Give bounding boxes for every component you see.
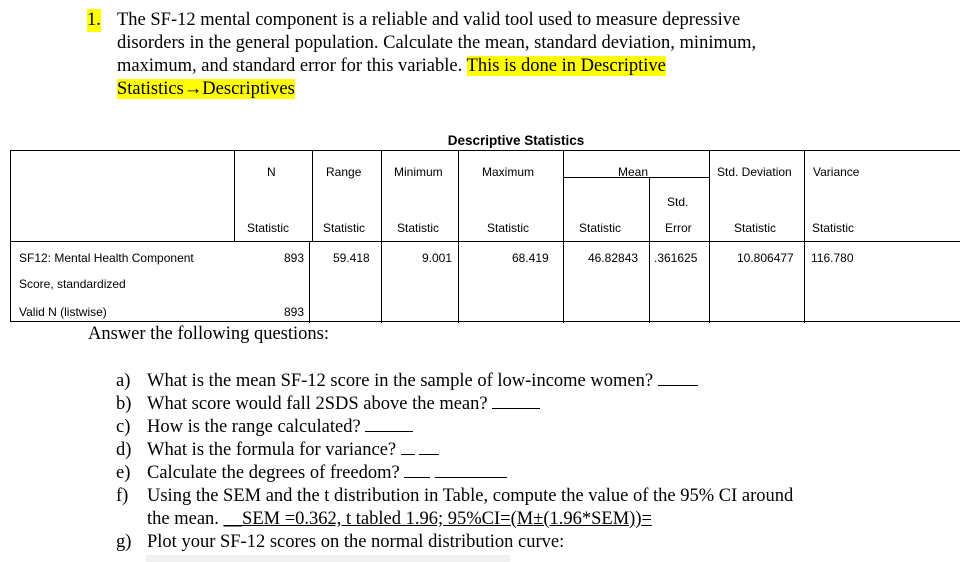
grid-line xyxy=(709,241,710,323)
subheader-statistic: Statistic xyxy=(397,221,440,235)
header-mean: Mean xyxy=(618,165,649,179)
list-item xyxy=(116,462,916,485)
cell-variance: 116.780 xyxy=(811,251,854,265)
item-label: a) xyxy=(116,371,131,391)
row-label-valid-n: Valid N (listwise) xyxy=(19,305,107,319)
grid-line xyxy=(709,151,710,241)
question-line-3 xyxy=(117,55,907,78)
grid-line xyxy=(649,241,650,323)
header-minimum: Minimum xyxy=(394,165,443,179)
image-placeholder-edge xyxy=(146,555,510,562)
header-std: Std. xyxy=(667,195,689,209)
question-list xyxy=(116,370,916,554)
grid-line xyxy=(11,241,960,242)
cell-minimum: 9.001 xyxy=(422,251,453,265)
header-std-deviation: Std. Deviation xyxy=(717,165,792,179)
subheader-statistic: Statistic xyxy=(812,221,855,235)
descriptive-statistics-table xyxy=(10,150,960,322)
subheader-statistic: Statistic xyxy=(247,221,290,235)
list-item xyxy=(116,370,916,393)
ci-formula-answer: __SEM =0.362, t tabled 1.96; 95%CI=(M±(1.96*SEM))= xyxy=(223,509,652,529)
subheader-statistic: Statistic xyxy=(579,221,622,235)
grid-line xyxy=(804,151,805,241)
answer-blank xyxy=(419,439,439,455)
item-label: f) xyxy=(116,486,129,506)
item-label: e) xyxy=(116,463,131,483)
grid-line xyxy=(563,241,564,323)
subheader-statistic: Statistic xyxy=(734,221,777,235)
grid-line xyxy=(309,241,310,323)
item-label: b) xyxy=(116,394,132,414)
item-text: Calculate the degrees of freedom? xyxy=(147,463,405,483)
subheader-statistic: Statistic xyxy=(487,221,530,235)
item-text-continued: the mean. xyxy=(147,509,224,529)
cell-mean-std-error: .361625 xyxy=(654,251,698,265)
table-title: Descriptive Statistics xyxy=(447,133,585,148)
grid-line xyxy=(458,151,459,241)
subheader-statistic: Statistic xyxy=(323,221,366,235)
answer-blank xyxy=(492,393,540,409)
list-item xyxy=(116,439,916,462)
item-text: Plot your SF-12 scores on the normal distribution curve: xyxy=(147,532,565,552)
subheader-error: Error xyxy=(665,221,692,235)
item-text: What is the mean SF-12 score in the sample of low-income women? xyxy=(147,371,658,391)
cell-n: 893 xyxy=(284,251,305,265)
cell-std-deviation: 10.806477 xyxy=(737,251,794,265)
answer-blank xyxy=(365,416,413,432)
item-text: What is the formula for variance? xyxy=(147,440,401,460)
grid-line xyxy=(458,241,459,323)
item-text: Using the SEM and the t distribution in Table, compute the value of the 95% CI around xyxy=(147,486,794,506)
answer-blank xyxy=(658,370,698,386)
header-n: N xyxy=(267,165,276,179)
grid-line xyxy=(649,177,650,241)
answer-blank xyxy=(401,439,415,455)
item-text: What score would fall 2SDS above the mean? xyxy=(147,394,493,414)
grid-line xyxy=(804,241,805,323)
question-line-2: disorders in the general population. Calculate the mean, standard deviation, minimum, xyxy=(117,33,757,53)
grid-line xyxy=(234,151,235,241)
item-label: c) xyxy=(116,417,131,437)
cell-mean: 46.82843 xyxy=(588,251,639,265)
answer-blank xyxy=(404,462,430,478)
list-item xyxy=(116,393,916,416)
header-range: Range xyxy=(326,165,362,179)
item-text: How is the range calculated? xyxy=(147,417,366,437)
row-label-sf12: SF12: Mental Health Component xyxy=(19,251,194,265)
cell-valid-n: 893 xyxy=(284,305,305,319)
header-variance: Variance xyxy=(813,165,860,179)
list-item xyxy=(116,416,916,439)
answer-blank xyxy=(435,462,507,478)
answer-heading: Answer the following questions: xyxy=(88,324,329,344)
question-line-4 xyxy=(117,78,907,101)
header-maximum: Maximum xyxy=(482,165,535,179)
item-label: g) xyxy=(116,532,132,552)
grid-line xyxy=(381,241,382,323)
row-label-sf12-continued: Score, standardized xyxy=(19,277,126,291)
list-item xyxy=(116,485,916,531)
question-line-1: The SF-12 mental component is a reliable and valid tool used to measure depressive xyxy=(117,10,741,30)
question-line-3-text: maximum, and standard error for this variable. xyxy=(117,56,467,76)
cell-maximum: 68.419 xyxy=(512,251,549,265)
grid-line xyxy=(563,151,564,241)
highlighted-menu-path: Statistics→Descriptives xyxy=(117,79,295,99)
item-label: d) xyxy=(116,440,132,460)
question-number: 1. xyxy=(87,10,101,30)
cell-range: 59.418 xyxy=(333,251,370,265)
highlighted-instruction: This is done in Descriptive xyxy=(466,56,666,76)
question-1 xyxy=(87,9,907,101)
grid-line xyxy=(381,151,382,241)
list-item xyxy=(116,531,916,554)
grid-line xyxy=(312,151,313,241)
